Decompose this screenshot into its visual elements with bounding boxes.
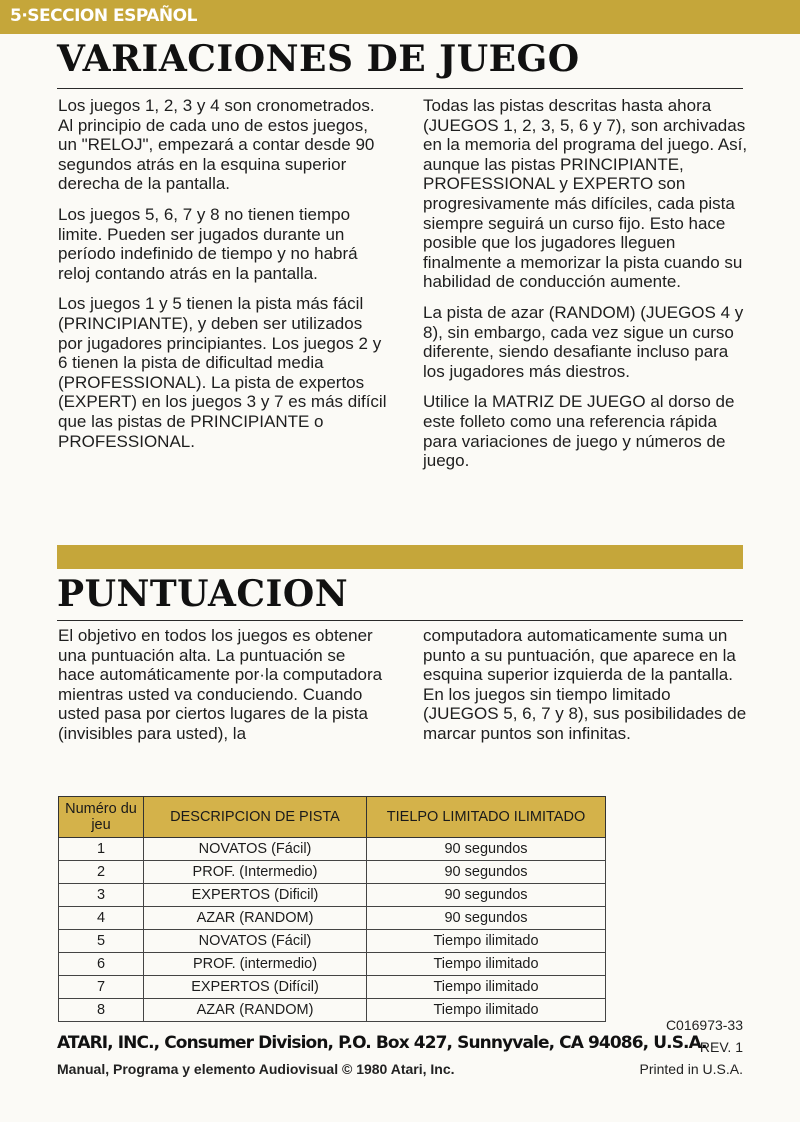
heading-divider (57, 620, 743, 621)
paragraph: Los juegos 1, 2, 3 y 4 son cronometrados. Al principio de cada uno de estos juegos, un "RELOJ", empezará a contar desde 90 segundos atrás en la esquina superior derecha de la pantalla. (58, 96, 375, 194)
puntuacion-right-column (423, 626, 748, 755)
game-number-cell: 5 (59, 930, 144, 953)
time-cell: Tiempo ilimitado (367, 999, 606, 1022)
paragraph: Todas las pistas descritas hasta ahora (JUEGOS 1, 2, 3, 5, 6 y 7), son archivadas en la memoria del programa del juego. Así, aunque las pistas PRINCIPIANTE, PROFESSIONAL y EXPERTO son progresivamente más difíciles, cada pista siempre seguirá un curso fijo. Esto hace posible que los jugadores lleguen finalmente a memorizar la pista cuando su habilidad de conducción aumente. (423, 96, 748, 292)
paragraph: Utilice la MATRIZ DE JUEGO al dorso de este folleto como una referencia rápida para variaciones de juego y números de juego. (423, 392, 735, 471)
column-header-description: DESCRIPCION DE PISTA (144, 797, 367, 838)
paragraph: Los juegos 5, 6, 7 y 8 no tienen tiempo limite. Pueden ser jugados durante un período indefinido de tiempo y no habrá reloj contando atrás en la pantalla. (58, 204, 358, 283)
section-divider-band (57, 545, 743, 569)
game-number-cell: 2 (59, 861, 144, 884)
time-cell: 90 segundos (367, 861, 606, 884)
game-number-cell: 3 (59, 884, 144, 907)
description-cell: EXPERTOS (Difícil) (144, 976, 367, 999)
column-header-time: TIELPO LIMITADO ILIMITADO (367, 797, 606, 838)
table-header-row (59, 797, 606, 838)
printed-in-label: Printed in U.S.A. (639, 1061, 743, 1077)
heading-divider (57, 88, 743, 89)
table-row (59, 838, 606, 861)
game-number-cell: 4 (59, 907, 144, 930)
puntuacion-heading: PUNTUACION (57, 573, 349, 615)
game-variations-table (58, 796, 606, 1022)
paragraph: El objetivo en todos los juegos es obtener una puntuación alta. La puntuación se hace automáticamente por·la computadora mientras usted va conduciendo. Cuando usted pasa por ciertos lugares de la pista (invisibles para usted), la (58, 626, 383, 743)
game-number-cell: 8 (59, 999, 144, 1022)
column-header-game-number: Numéro du jeu (59, 797, 144, 838)
table-row (59, 976, 606, 999)
variaciones-left-column (58, 96, 388, 462)
copyright-line: Manual, Programa y elemento Audiovisual © 1980 Atari, Inc. (57, 1061, 455, 1077)
time-cell: Tiempo ilimitado (367, 976, 606, 999)
document-code: C016973-33 (665, 1017, 743, 1033)
table-row (59, 861, 606, 884)
table-row (59, 907, 606, 930)
time-cell: Tiempo ilimitado (367, 930, 606, 953)
game-number-cell: 6 (59, 953, 144, 976)
variaciones-heading: VARIACIONES DE JUEGO (57, 38, 580, 80)
puntuacion-left-column (58, 626, 383, 755)
description-cell: PROF. (intermedio) (144, 953, 367, 976)
game-number-cell: 7 (59, 976, 144, 999)
section-label: 5·SECCION ESPAÑOL (10, 6, 197, 26)
time-cell: 90 segundos (367, 907, 606, 930)
publisher-address: ATARI, INC., Consumer Division, P.O. Box 427, Sunnyvale, CA 94086, U.S.A. (57, 1033, 707, 1053)
variaciones-right-column (423, 96, 748, 482)
description-cell: NOVATOS (Fácil) (144, 838, 367, 861)
description-cell: EXPERTOS (Dificil) (144, 884, 367, 907)
paragraph: La pista de azar (RANDOM) (JUEGOS 4 y 8), sin embargo, cada vez sigue un curso diferente, siendo desafiante incluso para los jugadores más diestros. (423, 302, 744, 381)
time-cell: 90 segundos (367, 838, 606, 861)
description-cell: AZAR (RANDOM) (144, 907, 367, 930)
description-cell: NOVATOS (Fácil) (144, 930, 367, 953)
description-cell: AZAR (RANDOM) (144, 999, 367, 1022)
paragraph: Los juegos 1 y 5 tienen la pista más fácil (PRINCIPIANTE), y deben ser utilizados por jugadores principiantes. Los juegos 2 y 6 tienen la pista de dificultad media (PROFESSIONAL). La pista de expertos (EXPERT) en los juegos 3 y 7 es más difícil que las pistas de PRINCIPIANTE o PROFESSIONAL. (58, 294, 387, 451)
revision-label: REV. 1 (699, 1039, 743, 1055)
description-cell: PROF. (Intermedio) (144, 861, 367, 884)
table-row (59, 953, 606, 976)
time-cell: 90 segundos (367, 884, 606, 907)
table-row (59, 884, 606, 907)
table-row (59, 930, 606, 953)
game-number-cell: 1 (59, 838, 144, 861)
section-header-bar (0, 0, 800, 34)
time-cell: Tiempo ilimitado (367, 953, 606, 976)
table-row (59, 999, 606, 1022)
paragraph: computadora automaticamente suma un punto a su puntuación, que aparece en la esquina superior izquierda de la pantalla. En los juegos sin tiempo limitado (JUEGOS 5, 6, 7 y 8), sus posibilidades de marcar puntos son infinitas. (423, 626, 747, 743)
